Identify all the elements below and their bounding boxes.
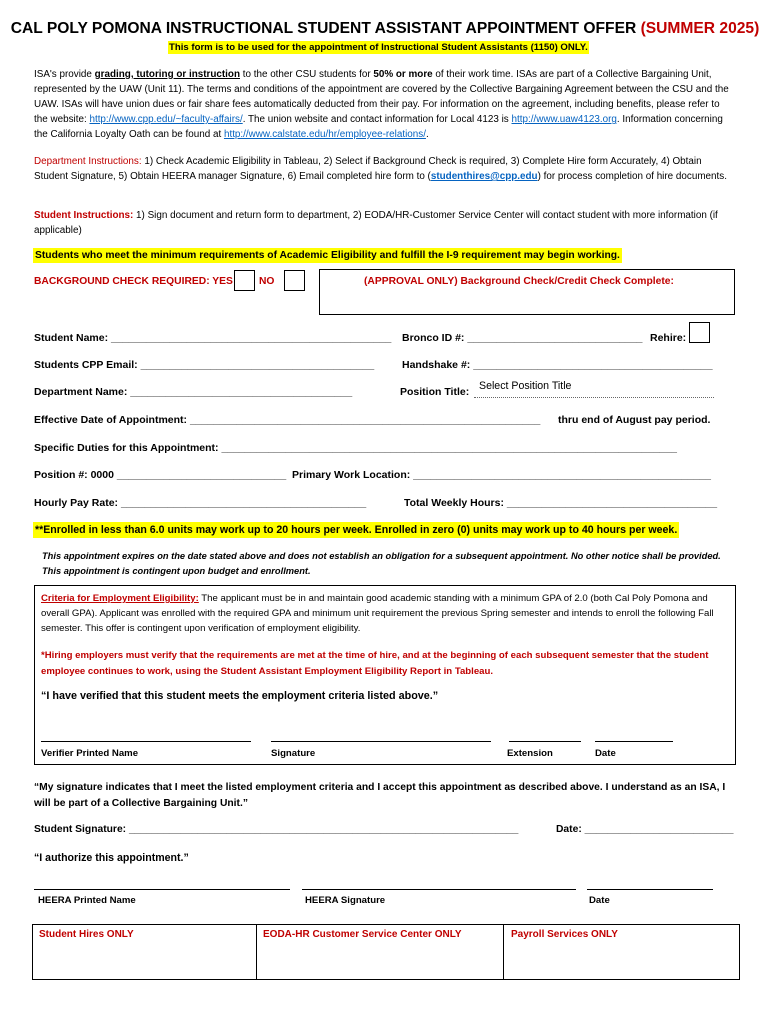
hourly-rate-field[interactable]: Hourly Pay Rate: __________________________________________ [34, 497, 367, 509]
verified-quote: “I have verified that this student meets the employment criteria listed above.” [41, 690, 439, 702]
heera-name-line[interactable] [34, 889, 290, 890]
student-acknowledgement: “My signature indicates that I meet the listed employment criteria and I accept this appointment as described above. I understand as an ISA, I will be part of a Collective Bargaining Unit.” [34, 782, 726, 809]
uaw-link[interactable]: http://www.uaw4123.org [511, 114, 617, 125]
enrollment-notice: **Enrolled in less than 6.0 units may work up to 20 hours per week. Enrolled in zero (0) units may work up to 40 hours per week. [35, 524, 678, 536]
verifier-date-line[interactable] [595, 741, 673, 742]
title-main: CAL POLY POMONA INSTRUCTIONAL STUDENT ASSISTANT APPOINTMENT OFFER [10, 20, 641, 37]
heera-date-line[interactable] [587, 889, 713, 890]
verifier-signature-label: Signature [271, 748, 316, 759]
studenthires-email-link[interactable]: studenthires@cpp.edu [430, 171, 538, 182]
expiration-note: This appointment expires on the date stated above and does not establish an obligation for a subsequent appointment. No other notice shall be provided. This appointment is contingent upon budget and enrollment. [42, 551, 721, 576]
student-signature-field[interactable]: Student Signature: ____________________________________________________________________ [34, 824, 519, 835]
department-instructions: Department Instructions: 1) Check Academic Eligibility in Tableau, 2) Select if Background Check is required, 3) Complete Hire form Accurately, 4) Obtain Student Signature, 5) Obtain HEERA manager Signature, 6) Email completed hire form to (studenthires@cpp.edu) for process completion of hire documents. [34, 156, 727, 182]
authorize-quote: “I authorize this appointment.” [34, 852, 189, 864]
heera-name-label: HEERA Printed Name [38, 895, 136, 906]
eligibility-notice: Students who meet the minimum requirements of Academic Eligibility and fulfill the I-9 requirement may begin working. [35, 250, 620, 261]
work-location-field[interactable]: Primary Work Location: ___________________________________________________ [292, 469, 711, 481]
subtitle: This form is to be used for the appointment of Instructional Student Assistants (1150) ONLY. [169, 42, 588, 53]
rehire-label: Rehire: [650, 332, 687, 344]
rehire-checkbox[interactable] [689, 322, 710, 343]
position-title-select[interactable] [474, 380, 714, 398]
page-title [0, 20, 770, 38]
handshake-field[interactable]: Handshake #: _________________________________________ [402, 359, 713, 371]
position-number-field[interactable]: Position #: 0000 _____________________________ [34, 469, 287, 481]
student-instructions: Student Instructions: 1) Sign document and return form to department, 2) EODA/HR-Customer Service Center will contact student with more information (if applicable) [34, 210, 718, 236]
payroll-services-only-label: Payroll Services ONLY [511, 929, 618, 940]
verifier-extension-label: Extension [507, 748, 553, 759]
effective-date-field[interactable]: Effective Date of Appointment: ____________________________________________________________ [34, 414, 541, 426]
verifier-signature-line[interactable] [271, 741, 491, 742]
faculty-affairs-link[interactable]: http://www.cpp.edu/~faculty-affairs/ [89, 114, 243, 125]
bronco-id-field[interactable]: Bronco ID #: ______________________________ [402, 332, 643, 344]
office-use-boxes [32, 924, 740, 980]
student-name-field[interactable]: Student Name: ________________________________________________ [34, 332, 392, 344]
box-divider [503, 925, 504, 979]
eoda-hr-only-label: EODA-HR Customer Service Center ONLY [263, 929, 462, 940]
verifier-date-label: Date [595, 748, 616, 759]
approval-label: (APPROVAL ONLY) Background Check/Credit Check Complete: [364, 276, 674, 287]
background-no-label: NO [259, 276, 275, 287]
verifier-name-line[interactable] [41, 741, 251, 742]
box-divider [256, 925, 257, 979]
verifier-extension-line[interactable] [509, 741, 581, 742]
heera-signature-line[interactable] [302, 889, 576, 890]
heera-signature-label: HEERA Signature [305, 895, 386, 906]
hiring-note: *Hiring employers must verify that the requirements are met at the time of hire, and at the beginning of each subsequent semester that the student employee continues to work, using the Student Assistant Employment Eligibility Report in Tableau. [41, 650, 709, 677]
criteria-text: Criteria for Employment Eligibility: The applicant must be in and maintain good academic standing with a minimum GPA of 2.0 (both Cal Poly Pomona and overall GPA). Applicant was enrolled with the required GPA and minimum unit requirement the previous Spring semester and intends to enroll the following Fall semester. This offer is contingent upon verification of employment eligibility. [41, 593, 714, 634]
position-title-selected-value: Select Position Title [479, 380, 572, 392]
background-check-label: BACKGROUND CHECK REQUIRED: YES [34, 276, 233, 287]
position-title-label: Position Title: [400, 386, 470, 398]
intro-paragraph: ISA's provide grading, tutoring or instruction to the other CSU students for 50% or more of their work time. ISAs are part of a Collective Bargaining Unit, represented by the UAW (Unit 11). The terms and conditions of the appointment are covered by the Collective Bargaining Agreement between the CSU and the UAW. ISAs will have union dues or fair share fees automatically deducted from their pay. For information on the agreement, including benefits, please refer to the website: http://www.cpp.edu/~faculty-affairs/. The union website and contact information for Local 4123 is http://www.uaw4123.org. Information concerning the California Loyalty Oath can be found at http://www.calstate.edu/hr/employee-relations/. [34, 69, 729, 140]
specific-duties-field[interactable]: Specific Duties for this Appointment: ______________________________________________________________________________ [34, 442, 677, 454]
heera-date-label: Date [589, 895, 610, 906]
department-name-field[interactable]: Department Name: ______________________________________ [34, 386, 353, 398]
student-hires-only-label: Student Hires ONLY [39, 929, 134, 940]
verifier-name-label: Verifier Printed Name [41, 748, 139, 759]
effective-date-suffix: thru end of August pay period. [558, 414, 711, 426]
cpp-email-field[interactable]: Students CPP Email: ________________________________________ [34, 359, 375, 371]
title-term: (SUMMER 2025) [640, 20, 760, 37]
background-yes-checkbox[interactable] [234, 270, 255, 291]
student-date-field[interactable]: Date: __________________________ [556, 824, 734, 835]
criteria-box [34, 585, 736, 765]
weekly-hours-field[interactable]: Total Weekly Hours: ____________________________________ [404, 497, 718, 509]
background-no-checkbox[interactable] [284, 270, 305, 291]
approval-box[interactable] [319, 269, 735, 315]
employee-relations-link[interactable]: http://www.calstate.edu/hr/employee-relations/ [223, 129, 426, 140]
